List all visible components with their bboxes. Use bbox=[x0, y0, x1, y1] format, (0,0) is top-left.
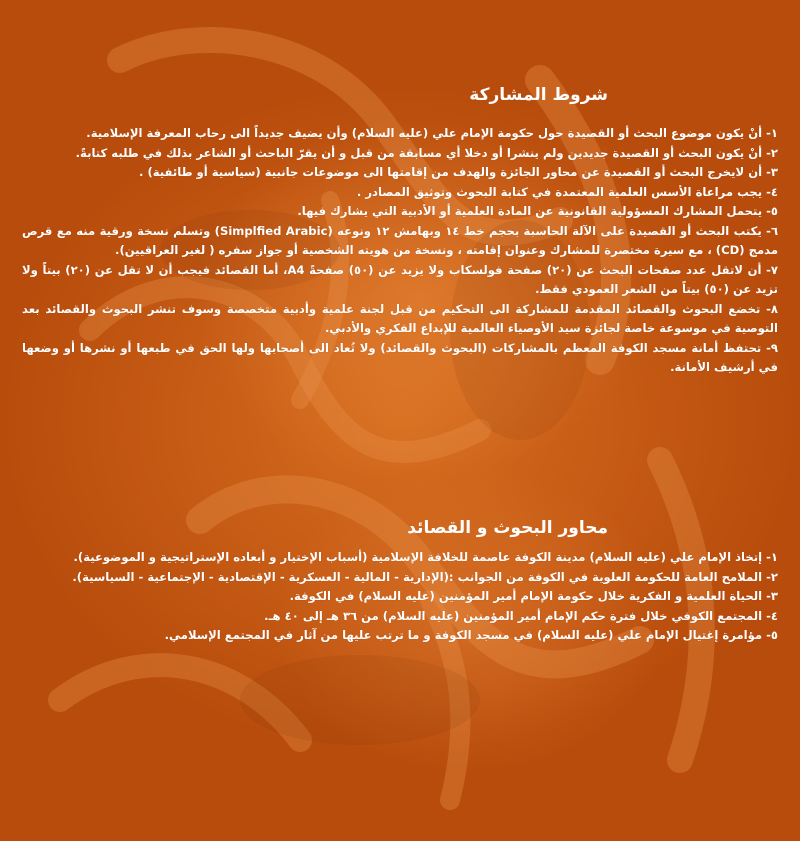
list-item: ٣- أن لايخرج البحث أو القصيدة عن محاور الجائزة والهدف من إقامتها الى موضوعات جانبية (سياسية أو طائفية) . bbox=[139, 165, 778, 179]
list-item: ٨- تخضع البحوث والقصائد المقدمة للمشاركة الى التحكيم من قبل لجنة علمية وأدبية متخصصة وسوف تنشر البحوث والقصائد بعد التوصية في موسوعة خاصة لجائزة سيد الأوصياء العالمية للإبداع الفكري والأدبي. bbox=[22, 301, 778, 335]
list-item: ٤- يجب مراعاة الأسس العلمية المعتمدة في كتابة البحوث وتوثيق المصادر . bbox=[356, 184, 778, 199]
list-item: ٤- المجتمع الكوفي خلال فترة حكم الإمام أمير المؤمنين (عليه السلام) من ٣٦ هـ إلى ٤٠ هـ. bbox=[264, 608, 778, 623]
list-item: ٦- يكتب البحث أو القصيدة على الآلة الحاسبة بحجم خط ١٤ وبهامش ١٢ ونوعه (Simplfied Arabic) وتسلم نسخة ورقية منه مع قرص مدمج (CD) ، مع سيرة مختصرة للمشارك وعنوان إقامته ، ونسخة من هويته الشخصية أو جواز سفره ( لغير العراقيين). bbox=[22, 223, 779, 257]
list-item: ٣- الحياة العلمية و الفكرية خلال حكومة الإمام أمير المؤمنين (عليه السلام) في الكوفة. bbox=[289, 589, 778, 603]
list-item: ١- أنْ يكون موضوع البحث أو القصيدة حول حكومة الإمام علي (عليه السلام) وأن يضيف جديداً الى رحاب المعرفة الإسلامية. bbox=[86, 126, 778, 140]
list-item: ٢- الملامح العامة للحكومة العلوية في الكوفة من الجوانب :(الإدارية - المالية - العسكرية - الإقتصادية - الإجتماعية - السياسية). bbox=[72, 569, 778, 584]
participation-list bbox=[22, 124, 778, 378]
list-item: ٥- يتحمل المشارك المسؤولية القانونية عن المادة العلمية أو الأدبية التي يشارك فيها. bbox=[297, 204, 778, 218]
list-item: ٥- مؤامرة إغتيال الإمام علي (عليه السلام) في مسجد الكوفة و ما ترتب عليها من آثار في المجتمع الإسلامي. bbox=[164, 628, 778, 642]
themes-list bbox=[22, 548, 778, 646]
list-item: ١- إتخاذ الإمام علي (عليه السلام) مدينة الكوفة عاصمة للخلافة الإسلامية (أسباب الإختيار و أبعاده الإستراتيجية و الموضوعية). bbox=[73, 550, 778, 564]
list-item: ٧- أن لاتقل عدد صفحات البحث عن (٢٠) صفحة فولسكاب ولا يزيد عن (٥٠) صفحةً A4، أما القصائد فيجب أن لا تقل عن (٢٠) بيتاً ولا تزيد عن (٥٠) بيتاً من الشعر العمودي فقط. bbox=[22, 262, 778, 296]
list-item: ٩- تحتفظ أمانة مسجد الكوفة المعظم بالمشاركات (البحوث والقصائد) ولا تُعاد الى أصحابها ولها الحق في طبعها أو نشرها أو وضعها في أرشيف الأمانة. bbox=[22, 340, 778, 374]
themes-title: محاور البحوث و القصائد bbox=[407, 518, 608, 538]
list-item: ٢- أنْ يكون البحث أو القصيدة جديدين ولم ينشرا أو دخلا أي مسابقة من قبل و أن يقرّ الباحث أو الشاعر بذلك في طلبه كتابةً. bbox=[75, 145, 778, 160]
participation-title: شروط المشاركة bbox=[469, 85, 608, 105]
